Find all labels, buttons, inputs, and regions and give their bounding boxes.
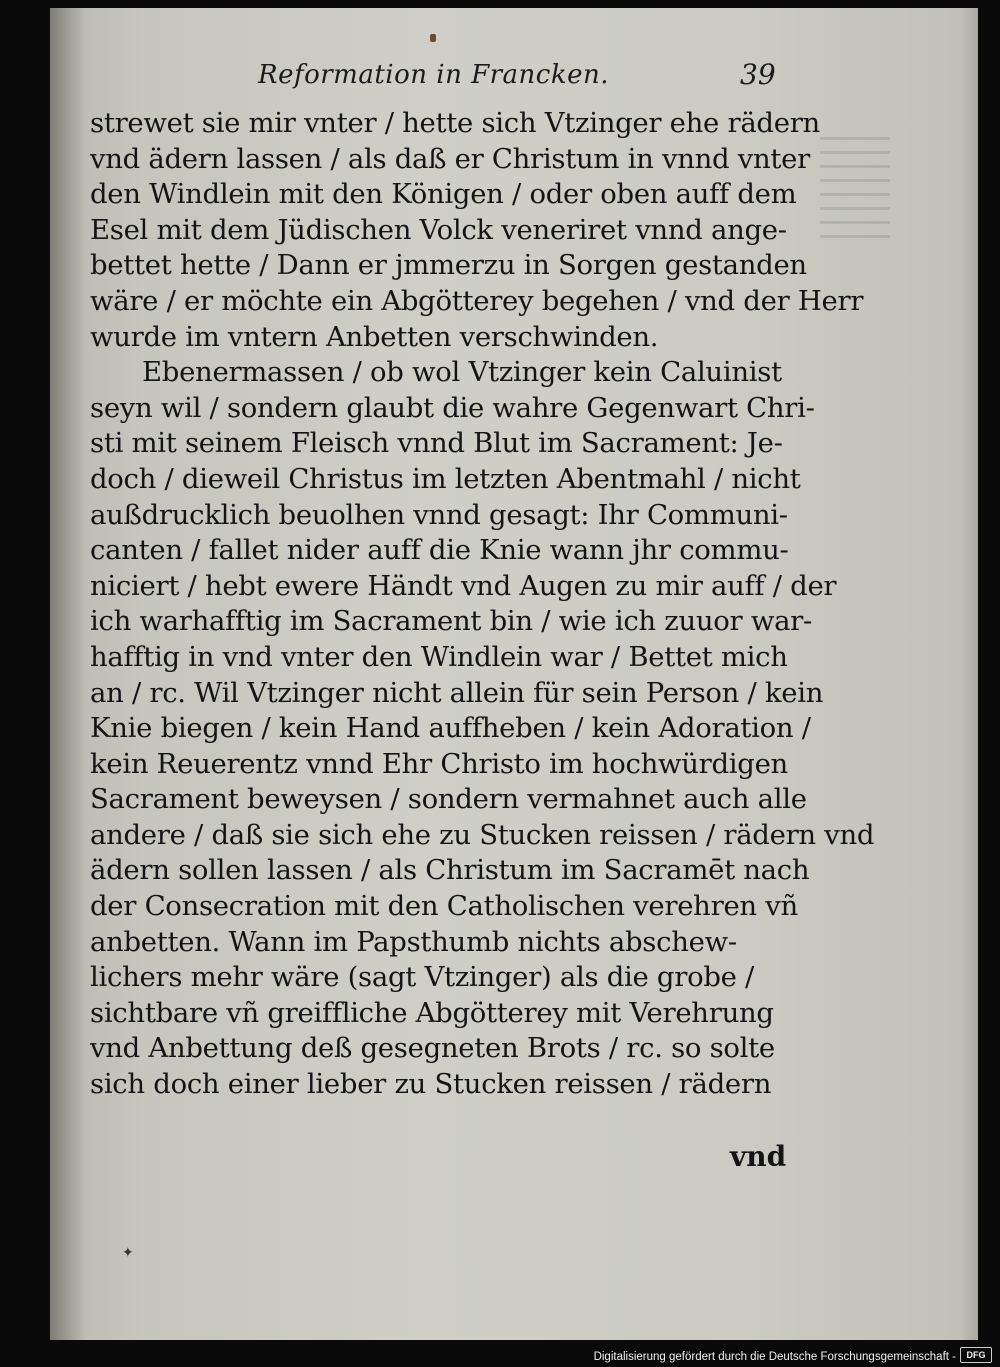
text-line: Sacrament beweysen / sondern vermahnet auch alle — [90, 783, 807, 816]
text-line: doch / dieweil Christus im letzten Abentmahl / nicht — [90, 462, 801, 495]
page-number: 39 — [740, 58, 776, 91]
text-line: kein Reuerentz vnnd Ehr Christo im hochwürdigen — [90, 747, 788, 780]
text-line: seyn wil / sondern glaubt die wahre Gegenwart Chri- — [90, 391, 815, 424]
text-line: bettet hette / Dann er jmmerzu in Sorgen gestanden — [90, 249, 807, 282]
catchword: vnd — [730, 1140, 787, 1173]
show-through-bleed — [820, 128, 890, 238]
text-line: sichtbare vñ greiffliche Abgötterey mit Verehrung — [90, 996, 774, 1029]
ink-spot — [430, 34, 436, 42]
page-gutter-shadow — [50, 8, 86, 1340]
text-line: wäre / er möchte ein Abgötterey begehen / vnd der Herr — [90, 284, 864, 317]
text-line: ich warhafftig im Sacrament bin / wie ich zuuor war- — [90, 605, 813, 638]
text-line: niciert / hebt ewere Händt vnd Augen zu mir auff / der — [90, 569, 837, 602]
text-line: sich doch einer lieber zu Stucken reissen / rädern — [90, 1068, 772, 1101]
text-line: canten / fallet nider auff die Knie wann jhr commu- — [90, 534, 789, 567]
text-line: der Consecration mit den Catholischen verehren vñ — [90, 890, 798, 923]
text-line: an / rc. Wil Vtzinger nicht allein für sein Person / kein — [90, 676, 824, 709]
funding-credit: Digitalisierung gefördert durch die Deutsche Forschungsgemeinschaft - — [593, 1351, 956, 1363]
page-edge-shadow — [960, 8, 978, 1340]
body-text — [90, 106, 875, 1103]
text-line: hafftig in vnd vnter den Windlein war / Bettet mich — [90, 640, 788, 673]
text-line: strewet sie mir vnter / hette sich Vtzinger ehe rädern — [90, 107, 820, 139]
running-title: Reformation in Francken. — [258, 60, 610, 90]
dfg-logo: DFG — [960, 1347, 992, 1363]
text-line: andere / daß sie sich ehe zu Stucken reissen / rädern vnd — [90, 818, 875, 851]
stray-ink-mark: ✦ — [122, 1245, 134, 1261]
text-line: ädern sollen lassen / als Christum im Sacramēt nach — [90, 854, 810, 887]
text-line: außdrucklich beuolhen vnnd gesagt: Ihr Communi- — [90, 498, 788, 531]
text-line: Knie biegen / kein Hand auffheben / kein Adoration / — [90, 712, 811, 745]
paragraph-start-line: Ebenermassen / ob wol Vtzinger kein Caluinist — [142, 356, 782, 389]
text-line: anbetten. Wann im Papsthumb nichts abschew- — [90, 925, 737, 958]
text-line: vnd ädern lassen / als daß er Christum in vnnd vnter — [90, 142, 810, 175]
text-line: den Windlein mit den Königen / oder oben auff dem — [90, 178, 797, 211]
footer-bar — [0, 1341, 1000, 1367]
text-line: lichers mehr wäre (sagt Vtzinger) als die grobe / — [90, 961, 755, 994]
text-line: sti mit seinem Fleisch vnnd Blut im Sacrament: Je- — [90, 427, 783, 460]
text-line: vnd Anbettung deß gesegneten Brots / rc. so solte — [90, 1032, 775, 1065]
text-line: wurde im vntern Anbetten verschwinden. — [90, 320, 659, 353]
text-line: Esel mit dem Jüdischen Volck veneriret vnnd ange- — [90, 213, 787, 246]
